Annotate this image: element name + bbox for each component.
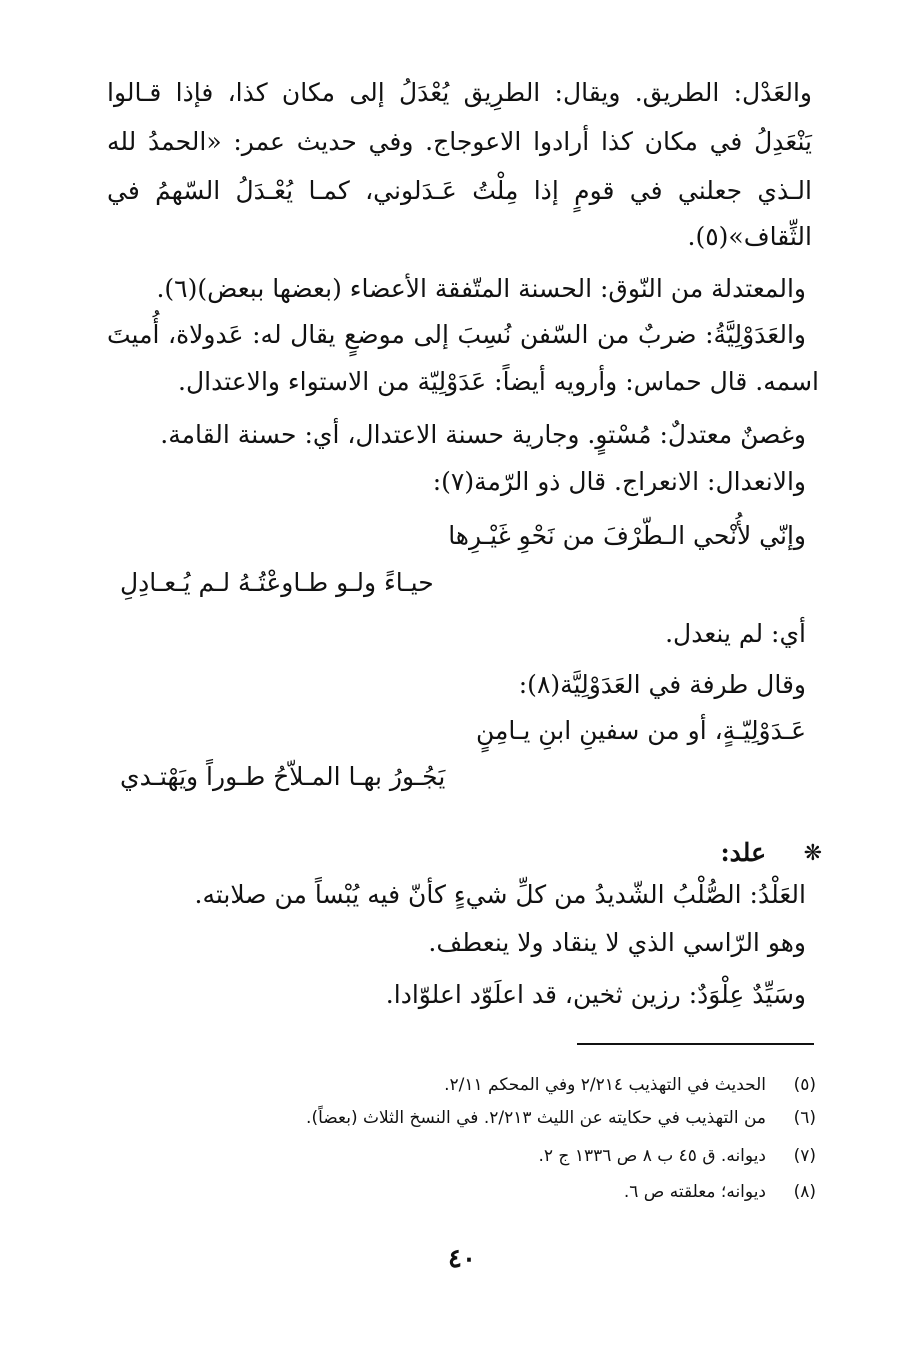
paragraph-4: وغصنٌ معتدلٌ: مُسْتوٍ. وجارية حسنة الاعتدال، أي: حسنة القامة.	[160, 420, 806, 449]
paragraph-2: والمعتدلة من النّوق: الحسنة المتّفقة الأعضاء (بعضها ببعض)(٦).	[156, 274, 806, 303]
footnote-8	[624, 1182, 816, 1202]
paragraph-1-line-4: الثِّقاف»(٥).	[687, 222, 812, 251]
paragraph-3-line-2: اسمه. قال حماس: وأرويه أيضاً: عَدَوْلِيّة من الاستواء والاعتدال.	[178, 367, 819, 396]
entry-heading: علد:	[720, 838, 766, 867]
footnote-number: (٧)	[793, 1146, 816, 1166]
paragraph-7: وقال طرفة في العَدَوْلِيَّة(٨):	[518, 670, 806, 699]
footnote-number: (٥)	[793, 1075, 816, 1095]
footnote-6	[306, 1108, 816, 1128]
page-number: ٤٠	[448, 1244, 476, 1274]
footnote-text: من التهذيب في حكايته عن الليث ٢/٢١٣. في النسخ الثلاث (بعضاً).	[306, 1108, 766, 1128]
paragraph-6: أي: لم ينعدل.	[665, 619, 806, 648]
paragraph-1-line-2: يَنْعَدِلُ في مكان كذا أرادوا الاعوجاج. وفي حديث عمر: «الحمدُ لله	[107, 127, 812, 156]
footnote-5	[444, 1075, 816, 1095]
paragraph-3-line-1: والعَدَوْلِيَّةُ: ضربٌ من السّفن نُسِبَ إلى موضعٍ يقال له: عَدولاة، أُميتَ	[107, 320, 806, 349]
footnote-7	[538, 1146, 816, 1166]
footnote-number: (٦)	[793, 1108, 816, 1128]
footnote-number: (٨)	[793, 1182, 816, 1202]
footnote-text: ديوانه. ق ٤٥ ب ٨ ص ١٣٣٦ ج ٢.	[538, 1146, 766, 1166]
footnote-text: ديوانه؛ معلقته ص ٦.	[623, 1182, 766, 1202]
verse-2-hemistich-1: عَـدَوْلِيّـةٍ، أو من سفينِ ابنِ يـامِنٍ	[476, 716, 806, 745]
verse-1-hemistich-2: حيـاءً ولـو طـاوعْتُـهُ لـم يُـعـادِلِ	[120, 568, 434, 597]
paragraph-1-line-1: والعَدْل: الطريق. ويقال: الطرِيق يُعْدَلُ إلى مكان كذا، فإذا قـالوا	[107, 78, 812, 107]
verse-1-hemistich-1: وإنّي لأُنْحي الـطّرْفَ من نَحْوِ غَيْـرِها	[448, 521, 806, 550]
entry-star-icon: ❋	[803, 841, 822, 866]
entry-2-line-1: العَلْدُ: الصُّلْبُ الشّديدُ من كلِّ شيءٍ كأنّ فيه يُبْساً من صلابته.	[194, 880, 806, 909]
footnote-divider	[577, 1043, 814, 1045]
entry-2-line-3: وسَيِّدٌ عِلْوَدٌ: رزين ثخين، قد اعلَوّد اعلوّادا.	[385, 980, 806, 1009]
paragraph-5: والانعدال: الانعراج. قال ذو الرّمة(٧):	[432, 467, 806, 496]
entry-2-line-2: وهو الرّاسي الذي لا ينقاد ولا ينعطف.	[428, 928, 806, 957]
verse-2-hemistich-2: يَجُـورُ بهـا المـلاّحُ طـوراً ويَهْتـدي	[120, 762, 446, 791]
footnote-text: الحديث في التهذيب ٢/٢١٤ وفي المحكم ٢/١١.	[444, 1075, 766, 1095]
paragraph-1-line-3: الـذي جعلني في قومٍ إذا مِلْتُ عَـدَلوني، كمـا يُعْـدَلُ السّهمُ في	[107, 176, 812, 205]
